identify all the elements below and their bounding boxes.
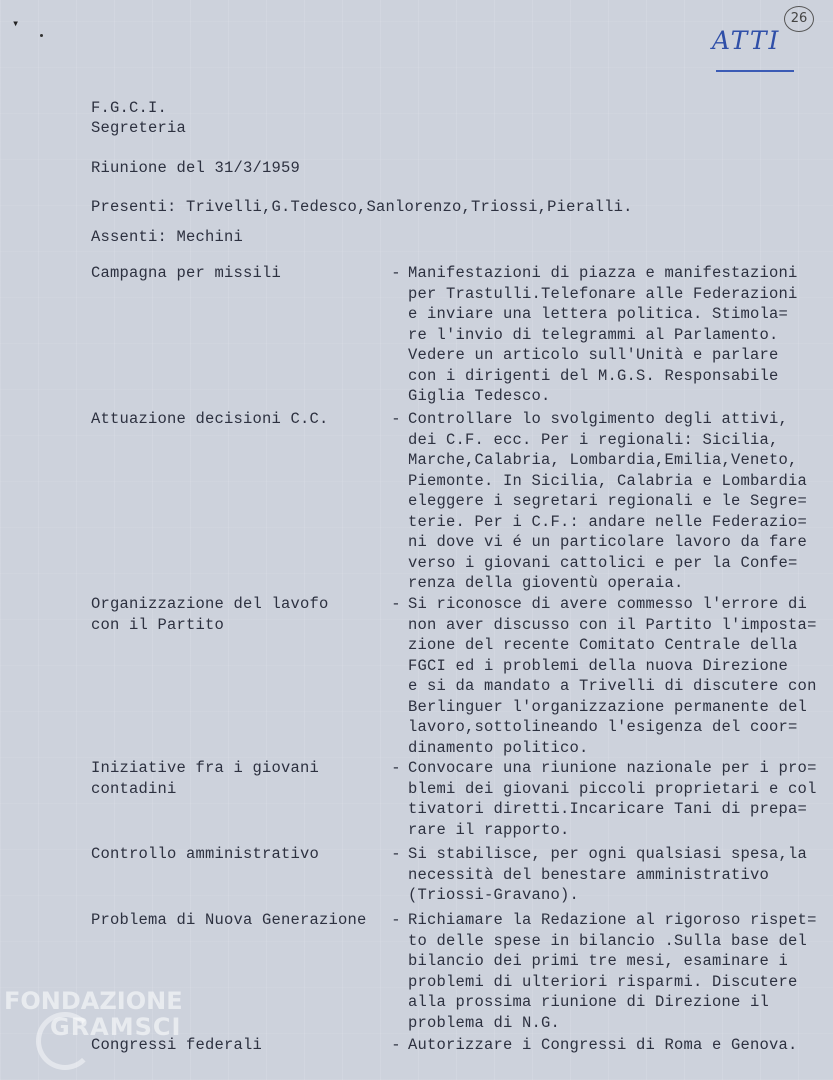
agenda-topic: Problema di Nuova Generazione (91, 911, 367, 929)
agenda-decision: Autorizzare i Congressi di Roma e Genova. (408, 1036, 798, 1054)
office-name: Segreteria (91, 119, 187, 137)
agenda-item: Attuazione decisioni C.C. - Controllare lo svolgimento degli attivi, dei C.F. ecc. Per i regionali: Sicilia, Marche,Calabria, Lombardia,Emilia,Veneto, Piemonte. In Sicilia, Calabria e Lombardia eleggere i segretari regionali e le Segre= terie. Per i C.F.: andare nelle Federazio= ni dove vi é un particolare lavoro da fare verso i giovani cattolici e per la Confe= renza della gioventù operaia. (91, 409, 831, 594)
ink-dot (40, 34, 43, 37)
present-list: Presenti: Trivelli,G.Tedesco,Sanlorenzo,Triossi,Pieralli. (91, 198, 633, 216)
agenda-item: Organizzazione del lavofo con il Partito - Si riconosce di avere commesso l'errore di non aver discusso con il Partito l'imposta= zione del recente Comitato Centrale della FGCI ed i problemi della nuova Direzione e si da mandato a Trivelli di discutere con Berlinguer l'organizzazione permanente del lavoro,sottolineando l'esigenza del coor= dinamento politico. (91, 594, 831, 758)
agenda-topic: Organizzazione del lavofo con il Partito (91, 595, 329, 634)
agenda-topic: Congressi federali (91, 1036, 263, 1054)
agenda-decision: Richiamare la Redazione al rigoroso rispet= to delle spese in bilancio .Sulla base del bilancio dei primi tre mesi, esaminare i problemi di ulteriori risparmi. Discutere alla prossima riunione di Direzione il problema di N.G. (408, 911, 817, 1032)
absent-list: Assenti: Mechini (91, 228, 244, 246)
agenda-decision: Si riconosce di avere commesso l'errore di non aver discusso con il Partito l'imposta= zione del recente Comitato Centrale della FGCI ed i problemi della nuova Direzione e si da mandato a Trivelli di discutere con Berlinguer l'organizzazione permanente del lavoro,sottolineando l'esigenza del coor= dinamento politico. (408, 595, 817, 757)
agenda-topic: Controllo amministrativo (91, 845, 320, 863)
handwritten-note: ATTI (712, 26, 781, 55)
watermark: FONDAZIONE GRAMSCI (4, 987, 183, 1041)
agenda-item: Controllo amministrativo - Si stabilisce, per ogni qualsiasi spesa,la necessità del benestare amministrativo (Triossi-Gravano). (91, 844, 831, 906)
meeting-title: Riunione del 31/3/1959 (91, 159, 301, 177)
agenda-topic: Attuazione decisioni C.C. (91, 410, 329, 428)
agenda-topic: Iniziative fra i giovani contadini (91, 759, 320, 798)
agenda-topic: Campagna per missili (91, 264, 282, 282)
agenda-decision: Controllare lo svolgimento degli attivi, dei C.F. ecc. Per i regionali: Sicilia, Marche,Calabria, Lombardia,Emilia,Veneto, Piemonte. In Sicilia, Calabria e Lombardia eleggere i segretari regionali e le Segre= terie. Per i C.F.: andare nelle Federazio= ni dove vi é un particolare lavoro da fare verso i giovani cattolici e per la Confe= renza della gioventù operaia. (408, 410, 808, 592)
corner-mark-icon: ▾ (12, 17, 20, 31)
agenda-decision: Si stabilisce, per ogni qualsiasi spesa,la necessità del benestare amministrativo (Triossi-Gravano). (408, 845, 808, 904)
page-number: 26 (784, 6, 814, 32)
agenda-item: Congressi federali - Autorizzare i Congressi di Roma e Genova. (91, 1035, 831, 1056)
handwritten-underline (716, 70, 794, 72)
org-name: F.G.C.I. (91, 99, 168, 117)
agenda-item: Campagna per missili - Manifestazioni di piazza e manifestazioni per Trastulli.Telefonare alle Federazioni e inviare una lettera politica. Stimola= re l'invio di telegrammi al Parlamento. Vedere un articolo sull'Unità e parlare con i dirigenti del M.G.S. Responsabile Giglia Tedesco. (91, 263, 831, 407)
agenda-item: Iniziative fra i giovani contadini - Convocare una riunione nazionale per i pro= blemi dei giovani piccoli proprietari e col tivatori diretti.Incaricare Tani di prepa= rare il rapporto. (91, 758, 831, 840)
agenda-item: Problema di Nuova Generazione - Richiamare la Redazione al rigoroso rispet= to delle spese in bilancio .Sulla base del bilancio dei primi tre mesi, esaminare i problemi di ulteriori risparmi. Discutere alla prossima riunione di Direzione il problema di N.G. (91, 910, 831, 1033)
agenda-decision: Convocare una riunione nazionale per i pro= blemi dei giovani piccoli proprietari e col tivatori diretti.Incaricare Tani di prepa= rare il rapporto. (408, 759, 817, 839)
agenda-decision: Manifestazioni di piazza e manifestazioni per Trastulli.Telefonare alle Federazioni e inviare una lettera politica. Stimola= re l'invio di telegrammi al Parlamento. Vedere un articolo sull'Unità e parlare con i dirigenti del M.G.S. Responsabile Giglia Tedesco. (408, 264, 798, 405)
